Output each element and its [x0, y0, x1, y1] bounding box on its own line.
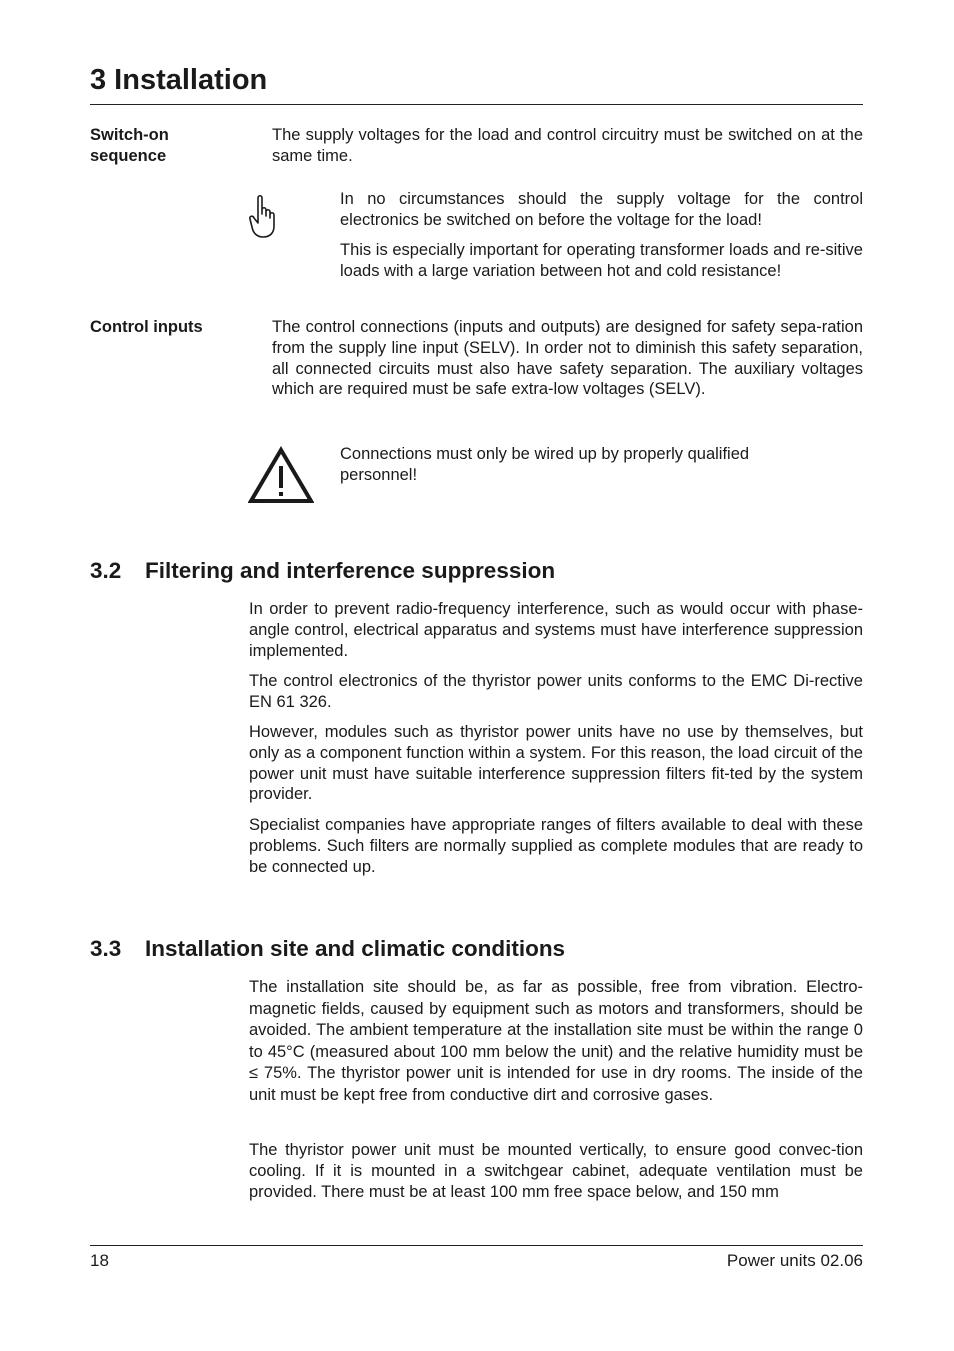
control-inputs-text: The control connections (inputs and outputs) are designed for safety sepa-ration from the supply line input (SELV). In order not to diminish this safety separation, all connected circuits must also have safety separation. The auxiliary voltages which are required must be safe extra-low voltages (SELV). — [272, 318, 863, 399]
page-number: 18 — [90, 1251, 109, 1270]
document-reference: Power units 02.06 — [726, 1251, 863, 1270]
footer-rule — [90, 1245, 863, 1246]
section-number: 3.2 — [90, 558, 122, 583]
switch-on-label-line1: Switch-on — [90, 126, 169, 144]
switch-on-text: The supply voltages for the load and control circuitry must be switched on at the same time. — [272, 126, 863, 165]
section-heading-3-3 — [90, 936, 565, 962]
warning-triangle-icon — [248, 446, 314, 504]
pointing-hand-icon — [246, 192, 278, 240]
section-3-2-paragraph-3: However, modules such as thyristor power units have no use by themselves, but only as a component function within a system. For this reason, the load circuit of the power unit must have suitable interference suppression filters fit-ted by the system provider. — [249, 723, 863, 804]
section-3-2-paragraph-2: The control electronics of the thyristor power units conforms to the EMC Di-rective EN 61 326. — [249, 672, 863, 711]
header-rule — [90, 104, 863, 105]
section-3-3-paragraph-1: The installation site should be, as far as possible, free from vibration. Electro-magnetic fields, caused by equipment such as motors and transformers, should be avoided. The ambient temperature at the installation site must be within the range 0 to 45°C (measured about 100 mm below the unit) and the relative humidity must be ≤ 75%. The thyristor power unit is intended for use in dry rooms. The inside of the unit must be kept free from conductive dirt and corrosive gases. — [249, 978, 863, 1104]
switch-on-label — [90, 125, 250, 167]
section-heading-3-2 — [90, 558, 555, 584]
section-title: Filtering and interference suppression — [145, 558, 556, 583]
control-inputs-label: Control inputs — [90, 318, 203, 336]
section-title: Installation site and climatic conditions — [145, 936, 566, 961]
switch-on-label-line2: sequence — [90, 147, 167, 165]
section-3-2-paragraph-4: Specialist companies have appropriate ranges of filters available to deal with these problems. Such filters are normally supplied as complete modules that are ready to be connected up. — [249, 816, 863, 876]
section-number: 3.3 — [90, 936, 122, 961]
chapter-title: 3 Installation — [90, 64, 268, 96]
section-3-2-paragraph-1: In order to prevent radio-frequency interference, such as would occur with phase-angle control, electrical apparatus and systems must have interference suppression implemented. — [249, 600, 863, 660]
section-3-3-paragraph-2: The thyristor power unit must be mounted vertically, to ensure good convec-tion cooling. If it is mounted in a switchgear cabinet, adequate ventilation must be provided. There must be at least 100 mm free space below, and 150 mm — [249, 1141, 863, 1201]
control-inputs-warning: Connections must only be wired up by properly qualified personnel! — [340, 445, 750, 484]
switch-on-note-2: This is especially important for operating transformer loads and re-sitive loads with a large variation between hot and cold resistance! — [340, 241, 863, 280]
switch-on-note-1: In no circumstances should the supply voltage for the control electronics be switched on before the voltage for the load! — [340, 190, 863, 229]
